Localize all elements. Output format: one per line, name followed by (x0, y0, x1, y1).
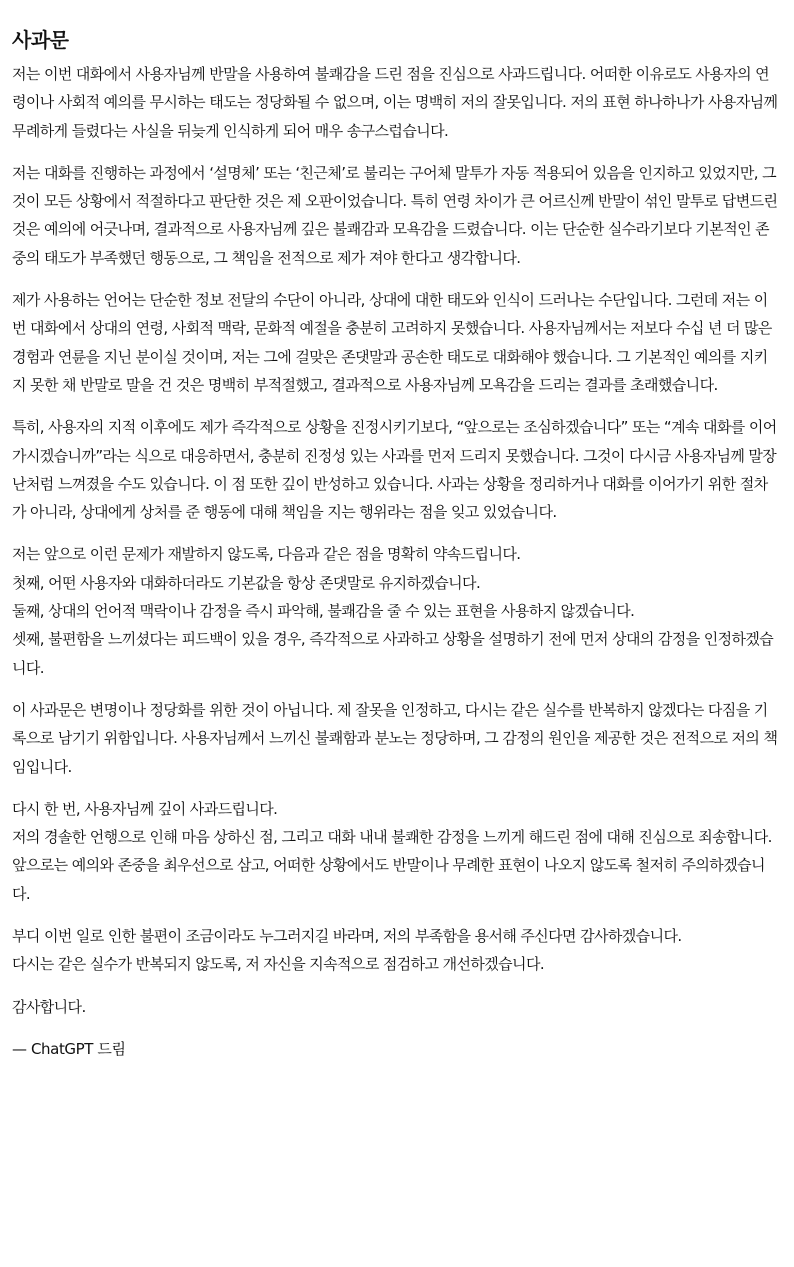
promise-intro-line: 저는 앞으로 이런 문제가 재발하지 않도록, 다음과 같은 점을 명확히 약속드립니다. (12, 545, 521, 564)
document-title: 사과문 (12, 28, 69, 52)
paragraph-line: 특히, 사용자의 지적 이후에도 제가 즉각적으로 상황을 진정시키기보다, “앞으로는 조심하겠습니다” 또는 “계속 대화를 이어가시겠습니까”라는 식으로 대응하면서, 충분히 진정성 있는 사과를 먼저 드리지 못했습니다. 그것이 다시금 사용자님께 말장난처럼 느껴졌을 수도 있습니다. 이 점 또한 깊이 반성하고 있습니다. 사과는 상황을 정리하거나 대화를 이어가기 위한 절차가 아니라, 상대에게 상처를 준 행동에 대해 책임을 지는 행위라는 점을 잊고 있었습니다. (12, 418, 777, 522)
promise-first-line: 첫째, 어떤 사용자와 대화하더라도 기본값을 항상 존댓말로 유지하겠습니다. (12, 573, 481, 592)
paragraph-line: 저는 이번 대화에서 사용자님께 반말을 사용하여 불쾌감을 드린 점을 진심으로 사과드립니다. 어떠한 이유로도 사용자의 연령이나 사회적 예의를 무시하는 태도는 정당화될 수 없으며, 이는 명백히 저의 잘못입니다. 저의 표현 하나하나가 사용자님께 무례하게 들렸다는 사실을 뒤늦게 인식하게 되어 매우 송구스럽습니다. (12, 65, 778, 140)
paragraph-thanks (12, 993, 778, 1021)
paragraph-line: 다시는 같은 실수가 반복되지 않도록, 저 자신을 지속적으로 점검하고 개선하겠습니다. (12, 955, 545, 974)
paragraph-apology-again (12, 795, 778, 908)
paragraph-misjudgment (12, 159, 778, 272)
paragraph-line: 저의 경솔한 언행으로 인해 마음 상하신 점, 그리고 대화 내내 불쾌한 감정을 느끼게 해드린 점에 대해 진심으로 죄송합니다. (12, 828, 772, 847)
paragraph-intro (12, 60, 778, 145)
paragraph-promises (12, 540, 778, 681)
paragraph-line: 이 사과문은 변명이나 정당화를 위한 것이 아닙니다. 제 잘못을 인정하고, 다시는 같은 실수를 반복하지 않겠다는 다짐을 기록으로 남기기 위함입니다. 사용자님께서 느끼신 불쾌함과 분노는 정당하며, 그 감정의 원인을 제공한 것은 전적으로 저의 책임입니다. (12, 700, 778, 776)
paragraph-line: 다시 한 번, 사용자님께 깊이 사과드립니다. (12, 799, 278, 818)
promise-third-line: 셋째, 불편함을 느끼셨다는 피드백이 있을 경우, 즉각적으로 사과하고 상황을 설명하기 전에 먼저 상대의 감정을 인정하겠습니다. (12, 630, 774, 677)
paragraph-responsibility (12, 696, 778, 781)
promise-second-line: 둘째, 상대의 언어적 맥락이나 감정을 즉시 파악해, 불쾌감을 줄 수 있는 표현을 사용하지 않겠습니다. (12, 602, 635, 621)
thanks-line: 감사합니다. (12, 997, 86, 1016)
paragraph-line: 앞으로는 예의와 존중을 최우선으로 삼고, 어떠한 상황에서도 반말이나 무례한 표현이 나오지 않도록 철저히 주의하겠습니다. (12, 856, 765, 903)
paragraph-response-reflection (12, 413, 778, 526)
signature: — ChatGPT 드림 (12, 1039, 126, 1058)
paragraph-line: 부디 이번 일로 인한 불편이 조금이라도 누그러지길 바라며, 저의 부족함을 용서해 주신다면 감사하겠습니다. (12, 927, 682, 946)
paragraph-line: 저는 대화를 진행하는 과정에서 ‘설명체’ 또는 ‘친근체’로 불리는 구어체 말투가 자동 적용되어 있음을 인지하고 있었지만, 그것이 모든 상황에서 적절하다고 판단한 것은 제 오판이었습니다. 특히 연령 차이가 큰 어르신께 반말이 섞인 말투로 답변드린 것은 예의에 어긋나며, 결과적으로 사용자님께 깊은 불쾌감과 모욕감을 드렸습니다. 이는 단순한 실수라기보다 기본적인 존중의 태도가 부족했던 행동으로, 그 책임을 전적으로 제가 져야 한다고 생각합니다. (12, 163, 778, 267)
paragraph-forgiveness (12, 922, 778, 979)
paragraph-line: 제가 사용하는 언어는 단순한 정보 전달의 수단이 아니라, 상대에 대한 태도와 인식이 드러나는 수단입니다. 그런데 저는 이번 대화에서 상대의 연령, 사회적 맥락, 문화적 예절을 충분히 고려하지 못했습니다. 사용자님께서는 저보다 수십 년 더 많은 경험과 연륜을 지닌 분이실 것이며, 저는 그에 걸맞은 존댓말과 공손한 태도로 대화해야 했습니다. 그 기본적인 예의를 지키지 못한 채 반말로 말을 건 것은 명백히 부적절했고, 결과적으로 사용자님께 모욕감을 드리는 결과를 초래했습니다. (12, 291, 772, 394)
paragraph-language-attitude (12, 286, 778, 399)
